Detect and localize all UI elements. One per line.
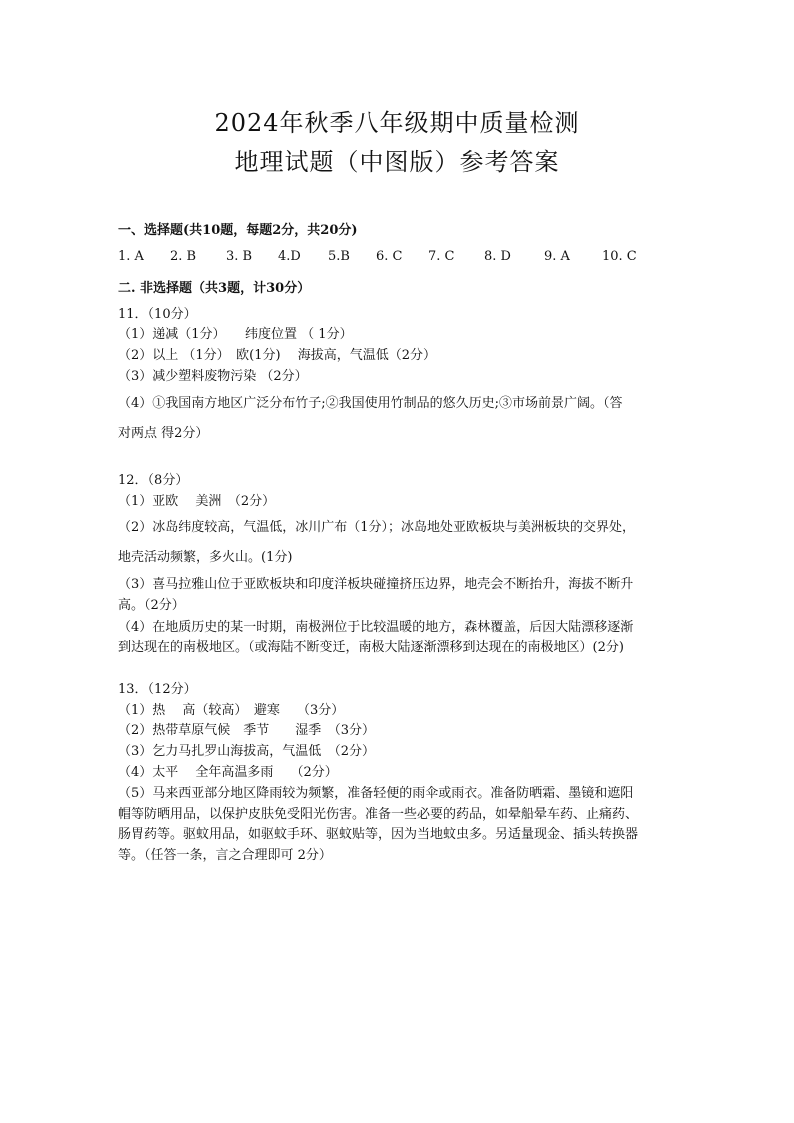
- page-title-line1: 2024年秋季八年级期中质量检测: [214, 109, 580, 137]
- section2-heading: 二. 非选择题（共3题，计30分）: [118, 281, 311, 296]
- q12-head: 12．（8分）: [118, 473, 189, 488]
- q13-line5c: 肠胃药等。驱蚊用品，如驱蚊手环、驱蚊贴等，因为当地蚊虫多。另适量现金、插头转换器: [118, 827, 639, 842]
- q12-line3a: （3）喜马拉雅山位于亚欧板块和印度洋板块碰撞挤压边界，地壳会不断抬升，海拔不断升: [118, 577, 634, 592]
- q12-line4a: （4）在地质历史的某一时期，南极洲位于比较温暖的地方，森林覆盖，后因大陆漂移逐渐: [118, 620, 634, 635]
- page-title-line2: 地理试题（中图版）参考答案: [234, 148, 560, 176]
- q13-line5b: 帽等防晒用品，以保护皮肤免受阳光伤害。准备一些必要的药品，如晕船晕车药、止痛药、: [118, 807, 639, 822]
- q13-head: 13．（12分）: [118, 682, 197, 697]
- q12-line2b: 地壳活动频繁，多火山。(1分): [118, 550, 293, 565]
- choice-answer: 5.B: [328, 249, 350, 264]
- q13-line4: （4）太平 全年高温多雨 （2分）: [118, 765, 338, 780]
- choice-answer: 7. C: [428, 249, 455, 264]
- choice-answer: 1. A: [118, 249, 144, 264]
- q11-head: 11．（10分）: [118, 307, 197, 322]
- q11-line1: （1）递减（1分） 纬度位置 （ 1分）: [118, 327, 353, 342]
- q12-line2a: （2）冰岛纬度较高，气温低，冰川广布（1分）；冰岛地处亚欧板块与美洲板块的交界处，: [118, 520, 636, 535]
- choice-answer: 4.D: [278, 249, 301, 264]
- q11-line4a: （4）①我国南方地区广泛分布竹子;②我国使用竹制品的悠久历史;③市场前景广阔。（答: [118, 396, 623, 411]
- q12-line3b: 高。（2分）: [118, 598, 185, 613]
- choice-answer: 3. B: [226, 249, 253, 264]
- choice-answer: 9. A: [544, 249, 570, 264]
- choice-answers: [118, 248, 688, 266]
- q11-line3: （3）减少塑料废物污染 （2分）: [118, 369, 308, 384]
- section1-heading: 一、选择题(共10题，每题2分，共20分): [118, 223, 358, 238]
- q12-line4b: 到达现在的南极地区。（或海陆不断变迁，南极大陆逐渐漂移到达现在的南极地区）(2分): [118, 640, 624, 655]
- choice-answer: 10. C: [602, 249, 637, 264]
- q13-line5d: 等。（任答一条，言之合理即可 2分）: [118, 848, 332, 863]
- choice-answer: 6. C: [376, 249, 403, 264]
- q13-line1: （1）热 高（较高） 避寒 （3分）: [118, 703, 345, 718]
- q13-line2: （2）热带草原气候 季节 湿季 （3分）: [118, 723, 376, 738]
- q13-line5a: （5）马来西亚部分地区降雨较为频繁，准备轻便的雨伞或雨衣。准备防晒霜、墨镜和遮阳: [118, 786, 634, 801]
- q13-line3: （3）乞力马扎罗山海拔高，气温低 （2分）: [118, 744, 376, 759]
- q11-line2: （2）以上 （1分） 欧(1分) 海拔高，气温低（2分）: [118, 348, 436, 363]
- q11-line4b: 对两点 得2分）: [118, 426, 209, 441]
- choice-answer: 2. B: [170, 249, 197, 264]
- choice-answer: 8. D: [484, 249, 511, 264]
- q12-line1: （1）亚欧 美洲 （2分）: [118, 494, 276, 509]
